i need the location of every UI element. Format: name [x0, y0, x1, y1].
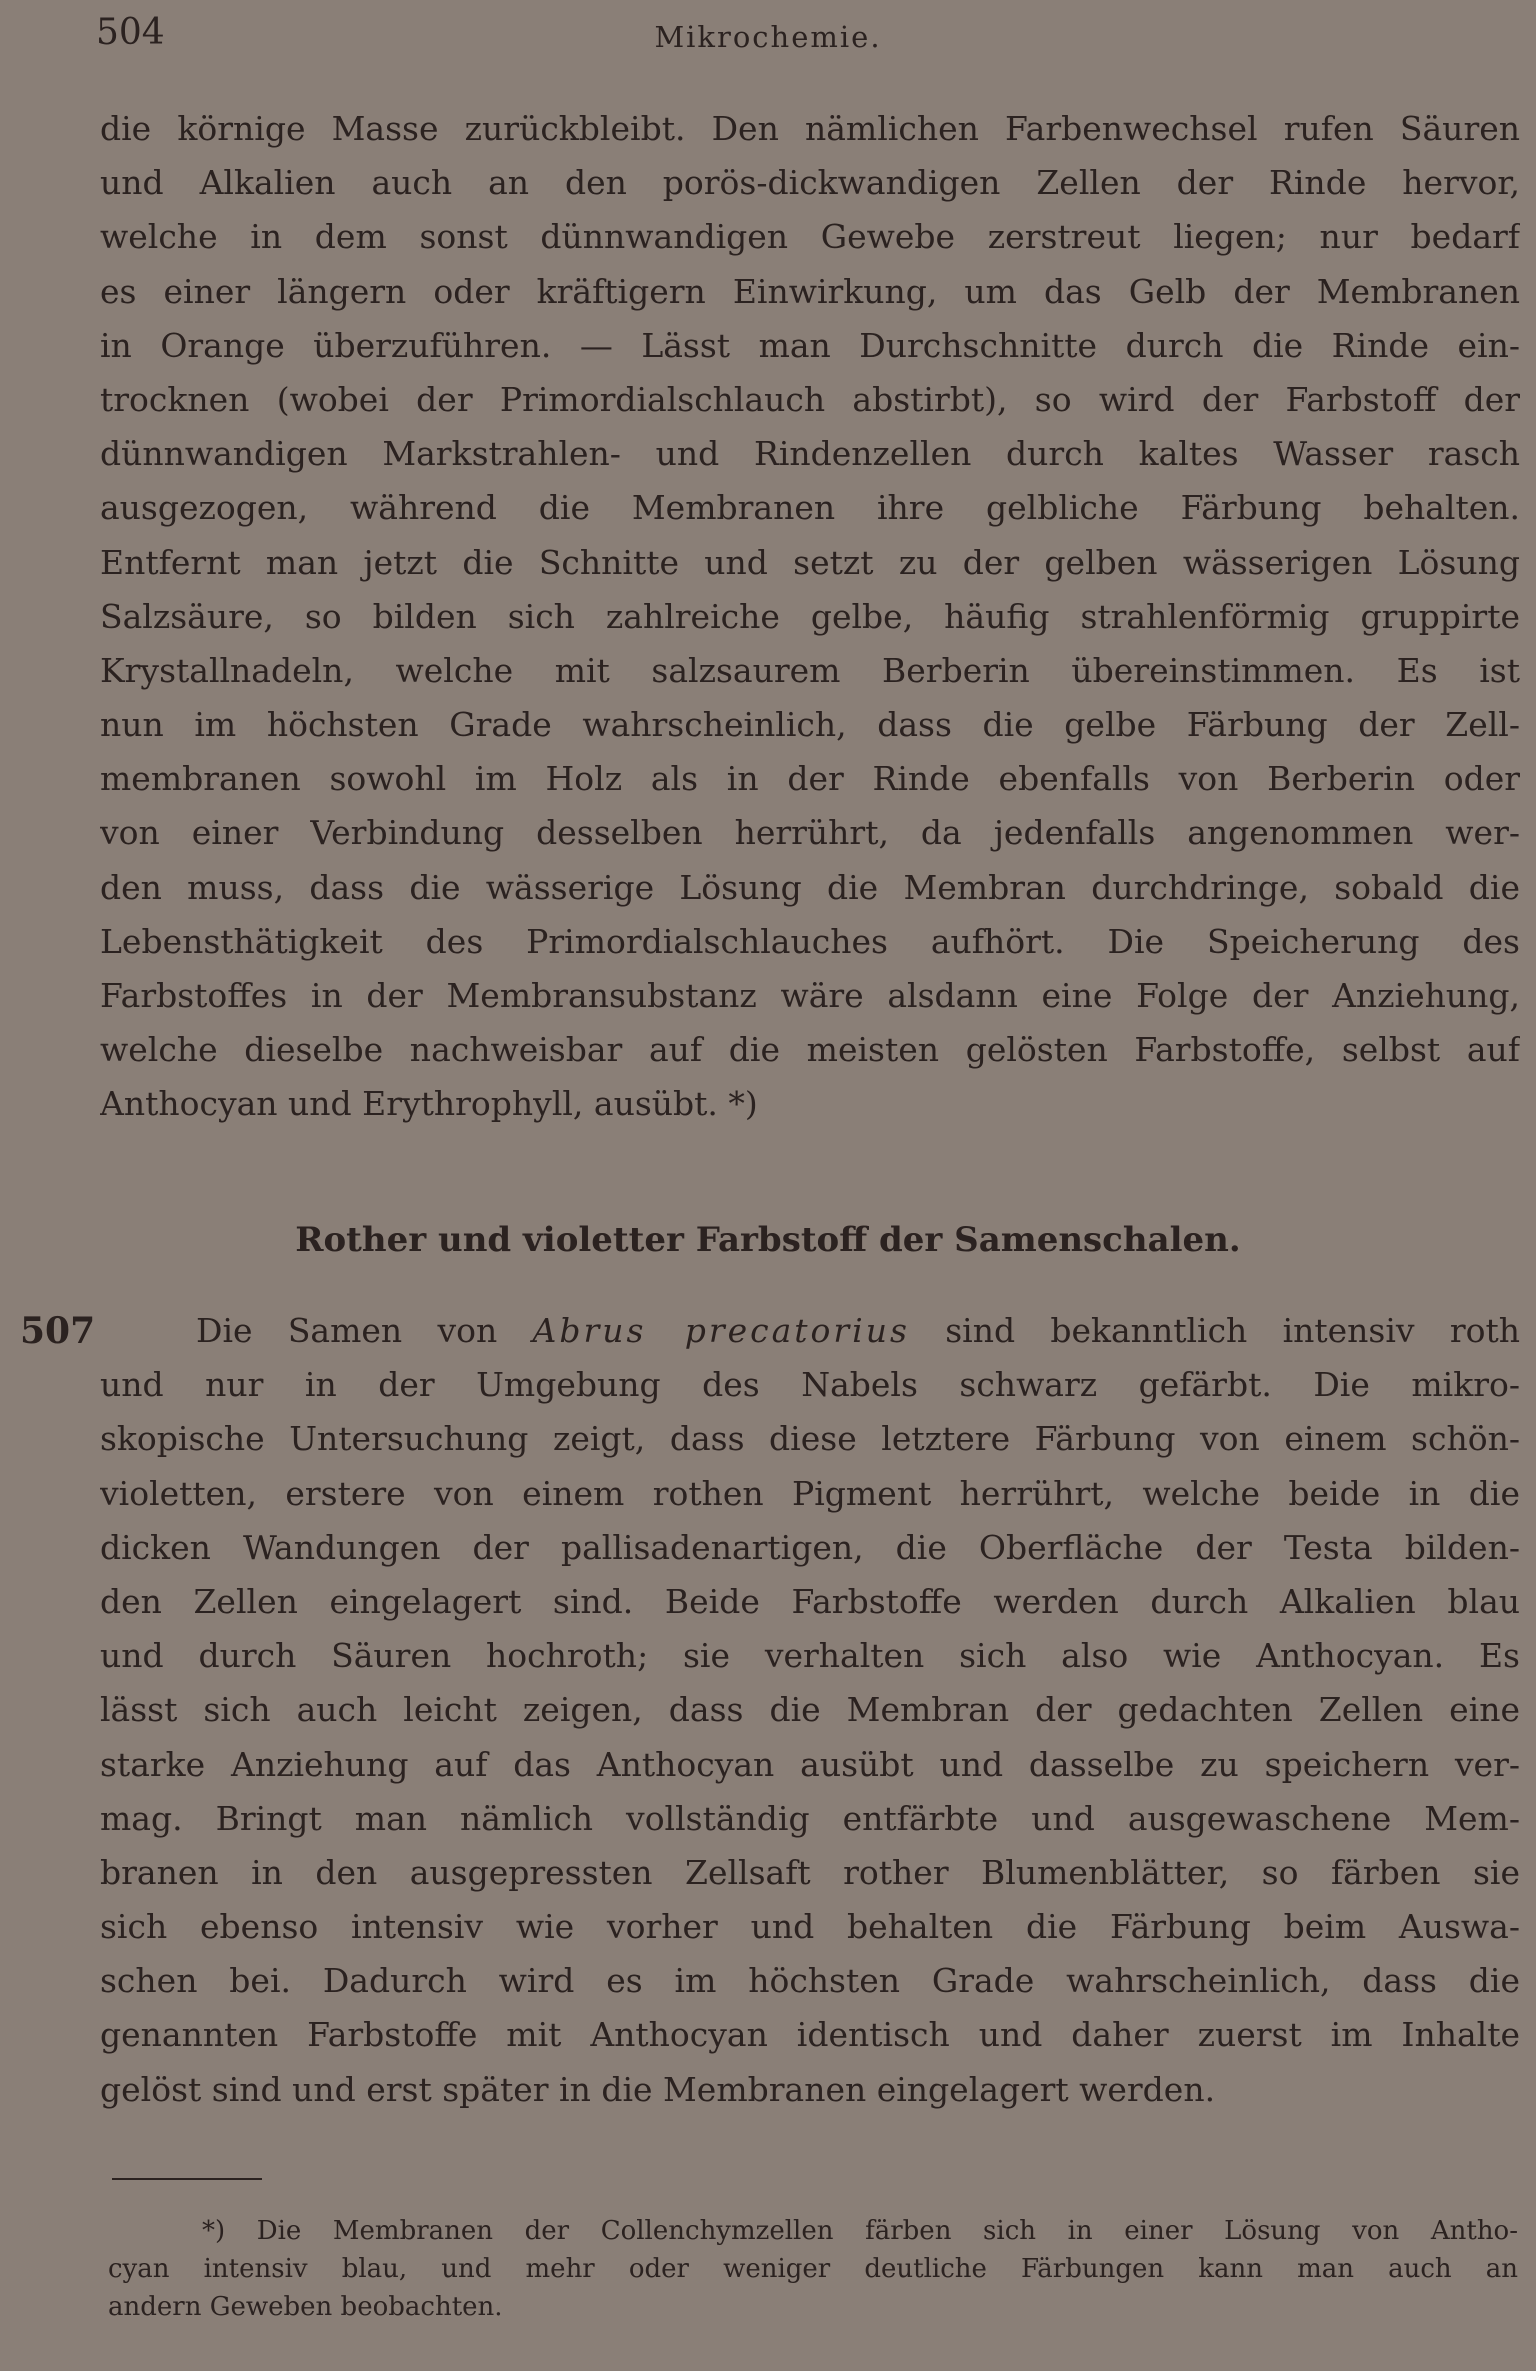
- running-head: [0, 8, 1536, 58]
- footnote-line: cyan intensiv blau, und mehr oder weniger deutliche Färbungen kann man auch an: [108, 2254, 1518, 2284]
- page-number: 504: [96, 12, 165, 53]
- text-line: Krystallnadeln, welche mit salzsaurem Berberin übereinstimmen. Es ist: [100, 650, 1520, 690]
- section-heading: Rother und violetter Farbstoff der Samenschalen.: [295, 1220, 1241, 1260]
- text-run: Die Samen von: [196, 1311, 533, 1350]
- text-line: den Zellen eingelagert sind. Beide Farbstoffe werden durch Alkalien blau: [100, 1581, 1520, 1621]
- text-line: membranen sowohl im Holz als in der Rinde ebenfalls von Berberin oder: [100, 759, 1520, 799]
- text-line: trocknen (wobei der Primordialschlauch abstirbt), so wird der Farbstoff der: [100, 379, 1520, 419]
- species-name: Abrus precatorius: [532, 1311, 910, 1350]
- footnote-divider: [112, 2178, 262, 2180]
- text-line: welche dieselbe nachweisbar auf die meisten gelösten Farbstoffe, selbst auf: [100, 1030, 1520, 1070]
- text-line: Entfernt man jetzt die Schnitte und setzt zu der gelben wässerigen Lösung: [100, 542, 1520, 582]
- text-line: die körnige Masse zurückbleibt. Den nämlichen Farbenwechsel rufen Säuren: [100, 109, 1520, 148]
- text-line: und nur in der Umgebung des Nabels schwarz gefärbt. Die mikro-: [100, 1365, 1520, 1405]
- text-line: dicken Wandungen der pallisadenartigen, die Oberfläche der Testa bilden-: [100, 1527, 1520, 1567]
- paragraph-1: [100, 102, 1520, 1132]
- footnote-line: andern Geweben beobachten.: [108, 2292, 503, 2322]
- text-line: Farbstoffes in der Membransubstanz wäre alsdann eine Folge der Anziehung,: [100, 976, 1520, 1015]
- footnote: [108, 2212, 1518, 2326]
- text-line: lässt sich auch leicht zeigen, dass die Membran der gedachten Zellen eine: [100, 1690, 1520, 1730]
- text-line: Salzsäure, so bilden sich zahlreiche gelbe, häufig strahlenförmig gruppirte: [100, 596, 1520, 636]
- text-line: Anthocyan und Erythrophyll, ausübt. *): [100, 1084, 758, 1124]
- text-line: Lebensthätigkeit des Primordialschlauches aufhört. Die Speicherung des: [100, 921, 1520, 961]
- text-line: schen bei. Dadurch wird es im höchsten Grade wahrscheinlich, dass die: [100, 1961, 1520, 2001]
- text-line: dünnwandigen Markstrahlen- und Rindenzellen durch kaltes Wasser rasch: [100, 434, 1520, 474]
- text-line: skopische Untersuchung zeigt, dass diese letztere Färbung von einem schön-: [100, 1419, 1520, 1459]
- text-line: mag. Bringt man nämlich vollständig entfärbte und ausgewaschene Mem-: [100, 1798, 1520, 1838]
- text-line: in Orange überzuführen. — Lässt man Durchschnitte durch die Rinde ein-: [100, 325, 1520, 365]
- text-line: von einer Verbindung desselben herrührt, da jedenfalls angenommen wer-: [100, 813, 1520, 853]
- text-line: welche in dem sonst dünnwandigen Gewebe zerstreut liegen; nur bedarf: [100, 217, 1520, 257]
- text-line: und durch Säuren hochroth; sie verhalten sich also wie Anthocyan. Es: [100, 1636, 1520, 1676]
- text-run: sind bekanntlich intensiv roth: [909, 1311, 1520, 1350]
- text-line: starke Anziehung auf das Anthocyan ausübt und dasselbe zu speichern ver-: [100, 1744, 1520, 1784]
- text-line: ausgezogen, während die Membranen ihre gelbliche Färbung behalten.: [100, 488, 1520, 528]
- text-line: [100, 1304, 1520, 1358]
- text-line: genannten Farbstoffe mit Anthocyan identisch und daher zuerst im Inhalte: [100, 2015, 1520, 2055]
- text-line: gelöst sind und erst später in die Membranen eingelagert werden.: [100, 2069, 1216, 2109]
- text-line: es einer längern oder kräftigern Einwirkung, um das Gelb der Membranen: [100, 271, 1520, 311]
- text-line: den muss, dass die wässerige Lösung die Membran durchdringe, sobald die: [100, 867, 1520, 907]
- text-line: sich ebenso intensiv wie vorher und behalten die Färbung beim Auswa-: [100, 1907, 1520, 1947]
- footnote-line: *) Die Membranen der Collenchymzellen färben sich in einer Lösung von Antho-: [202, 2216, 1518, 2246]
- paragraph-number: 507: [20, 1310, 96, 1352]
- text-line: branen in den ausgepressten Zellsaft rother Blumenblätter, so färben sie: [100, 1852, 1520, 1892]
- paragraph-2: [100, 1304, 1520, 2117]
- running-title: Mikrochemie.: [654, 20, 882, 54]
- text-line: nun im höchsten Grade wahrscheinlich, dass die gelbe Färbung der Zell-: [100, 705, 1520, 745]
- text-line: violetten, erstere von einem rothen Pigment herrührt, welche beide in die: [100, 1473, 1520, 1513]
- text-line: und Alkalien auch an den porös-dickwandigen Zellen der Rinde hervor,: [100, 163, 1520, 203]
